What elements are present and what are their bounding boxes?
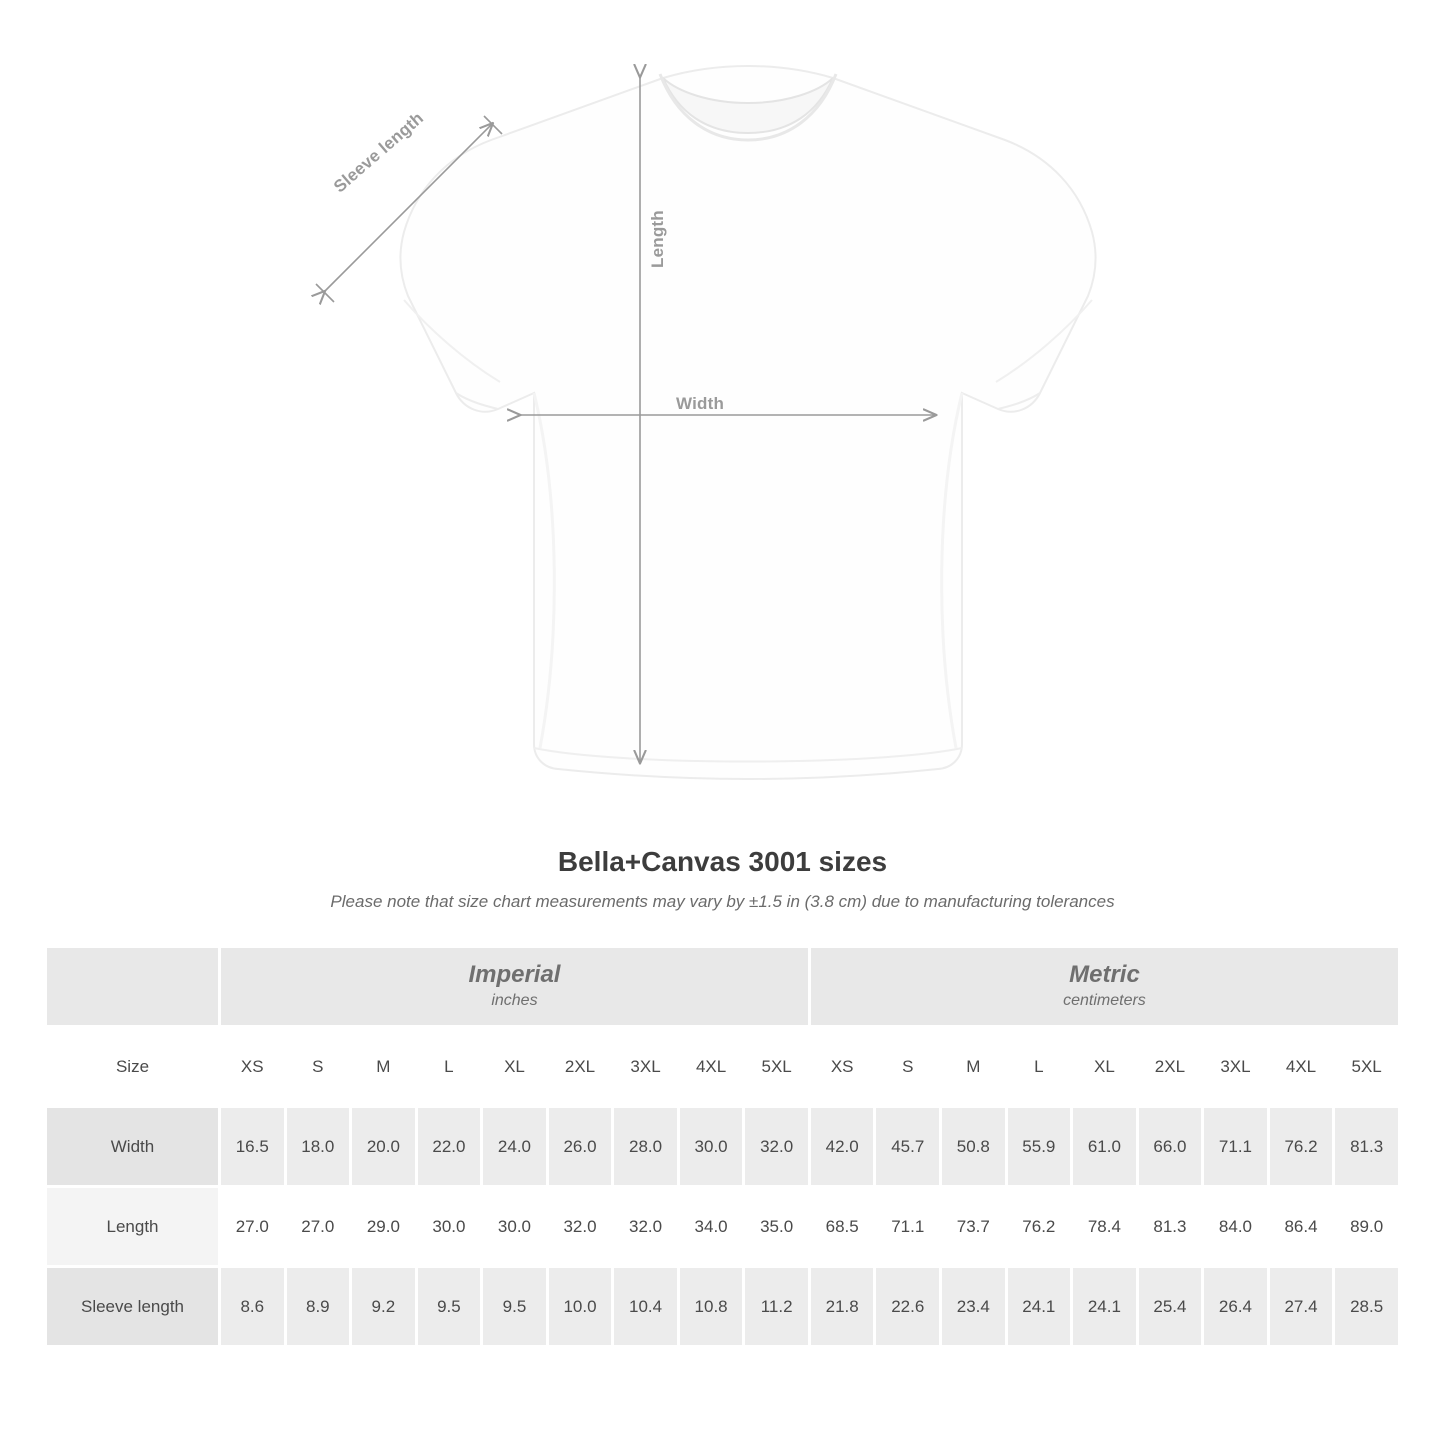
- cell-length-metric-s: 71.1: [875, 1187, 941, 1267]
- tolerance-note: Please note that size chart measurements may vary by ±1.5 in (3.8 cm) due to manufacturing tolerances: [330, 892, 1115, 911]
- cell-sleeve-metric-xl: 24.1: [1072, 1267, 1138, 1347]
- col-header-imperial-xs: XS: [220, 1027, 286, 1107]
- col-header-metric-5xl: 5XL: [1334, 1027, 1400, 1107]
- cell-length-metric-5xl: 89.0: [1334, 1187, 1400, 1267]
- cell-width-metric-xl: 61.0: [1072, 1107, 1138, 1187]
- row-label-sleeve-length: Sleeve length: [46, 1267, 220, 1347]
- unit-header-metric: [809, 947, 1399, 1027]
- col-header-imperial-l: L: [416, 1027, 482, 1107]
- cell-sleeve-imperial-l: 9.5: [416, 1267, 482, 1347]
- cell-sleeve-metric-5xl: 28.5: [1334, 1267, 1400, 1347]
- cell-width-imperial-l: 22.0: [416, 1107, 482, 1187]
- cell-length-imperial-xs: 27.0: [220, 1187, 286, 1267]
- cell-width-imperial-4xl: 30.0: [678, 1107, 744, 1187]
- width-label: Width: [676, 394, 725, 413]
- cell-sleeve-imperial-s: 8.9: [285, 1267, 351, 1347]
- cell-width-metric-xs: 42.0: [809, 1107, 875, 1187]
- table-row: [46, 1267, 1400, 1347]
- metric-sub: centimeters: [1063, 992, 1146, 1010]
- size-header-row: [46, 1027, 1400, 1107]
- cell-width-imperial-xs: 16.5: [220, 1107, 286, 1187]
- cell-length-imperial-3xl: 32.0: [613, 1187, 679, 1267]
- cell-length-imperial-s: 27.0: [285, 1187, 351, 1267]
- col-header-imperial-4xl: 4XL: [678, 1027, 744, 1107]
- col-header-imperial-5xl: 5XL: [744, 1027, 810, 1107]
- sleeve-tick-lower: [316, 284, 334, 302]
- col-header-imperial-m: M: [351, 1027, 417, 1107]
- row-label-length: Length: [46, 1187, 220, 1267]
- cell-sleeve-imperial-xs: 8.6: [220, 1267, 286, 1347]
- cell-sleeve-imperial-m: 9.2: [351, 1267, 417, 1347]
- tshirt-shape: [401, 66, 1096, 779]
- cell-width-imperial-2xl: 26.0: [547, 1107, 613, 1187]
- cell-sleeve-metric-s: 22.6: [875, 1267, 941, 1347]
- cell-length-metric-l: 76.2: [1006, 1187, 1072, 1267]
- cell-width-metric-3xl: 71.1: [1203, 1107, 1269, 1187]
- cell-length-imperial-2xl: 32.0: [547, 1187, 613, 1267]
- length-label: Length: [648, 210, 667, 268]
- cell-width-imperial-5xl: 32.0: [744, 1107, 810, 1187]
- cell-sleeve-metric-2xl: 25.4: [1137, 1267, 1203, 1347]
- cell-length-metric-m: 73.7: [941, 1187, 1007, 1267]
- cell-length-imperial-5xl: 35.0: [744, 1187, 810, 1267]
- cell-width-metric-s: 45.7: [875, 1107, 941, 1187]
- cell-length-metric-4xl: 86.4: [1268, 1187, 1334, 1267]
- col-header-imperial-2xl: 2XL: [547, 1027, 613, 1107]
- cell-width-metric-m: 50.8: [941, 1107, 1007, 1187]
- size-header-label: Size: [46, 1027, 220, 1107]
- metric-name: Metric: [1069, 961, 1140, 989]
- cell-sleeve-metric-4xl: 27.4: [1268, 1267, 1334, 1347]
- cell-width-imperial-3xl: 28.0: [613, 1107, 679, 1187]
- col-header-metric-s: S: [875, 1027, 941, 1107]
- cell-length-metric-2xl: 81.3: [1137, 1187, 1203, 1267]
- cell-length-imperial-xl: 30.0: [482, 1187, 548, 1267]
- table-row: [46, 1187, 1400, 1267]
- cell-sleeve-imperial-3xl: 10.4: [613, 1267, 679, 1347]
- col-header-metric-3xl: 3XL: [1203, 1027, 1269, 1107]
- cell-length-metric-xl: 78.4: [1072, 1187, 1138, 1267]
- cell-width-metric-5xl: 81.3: [1334, 1107, 1400, 1187]
- cell-width-metric-4xl: 76.2: [1268, 1107, 1334, 1187]
- imperial-name: Imperial: [468, 961, 561, 989]
- unit-header-imperial: [220, 947, 810, 1027]
- cell-length-metric-3xl: 84.0: [1203, 1187, 1269, 1267]
- col-header-metric-4xl: 4XL: [1268, 1027, 1334, 1107]
- cell-sleeve-metric-l: 24.1: [1006, 1267, 1072, 1347]
- col-header-metric-xs: XS: [809, 1027, 875, 1107]
- col-header-metric-l: L: [1006, 1027, 1072, 1107]
- cell-length-metric-xs: 68.5: [809, 1187, 875, 1267]
- cell-sleeve-metric-3xl: 26.4: [1203, 1267, 1269, 1347]
- title-block: [0, 846, 1445, 912]
- col-header-metric-m: M: [941, 1027, 1007, 1107]
- cell-sleeve-imperial-xl: 9.5: [482, 1267, 548, 1347]
- col-header-imperial-s: S: [285, 1027, 351, 1107]
- cell-sleeve-metric-m: 23.4: [941, 1267, 1007, 1347]
- sleeve-tick-upper: [484, 116, 502, 134]
- cell-length-imperial-l: 30.0: [416, 1187, 482, 1267]
- cell-width-metric-2xl: 66.0: [1137, 1107, 1203, 1187]
- cell-width-imperial-m: 20.0: [351, 1107, 417, 1187]
- unit-header-spacer: [46, 947, 220, 1027]
- sleeve-length-label: Sleeve length: [330, 108, 428, 197]
- cell-sleeve-metric-xs: 21.8: [809, 1267, 875, 1347]
- size-chart-table: [44, 945, 1401, 1348]
- cell-width-metric-l: 55.9: [1006, 1107, 1072, 1187]
- size-chart-table-wrapper: [44, 945, 1401, 1348]
- unit-header-row: [46, 947, 1400, 1027]
- page-title: Bella+Canvas 3001 sizes: [557, 846, 888, 877]
- imperial-sub: inches: [491, 992, 538, 1010]
- col-header-imperial-3xl: 3XL: [613, 1027, 679, 1107]
- col-header-metric-2xl: 2XL: [1137, 1027, 1203, 1107]
- cell-sleeve-imperial-2xl: 10.0: [547, 1267, 613, 1347]
- cell-sleeve-imperial-4xl: 10.8: [678, 1267, 744, 1347]
- table-row: [46, 1107, 1400, 1187]
- cell-length-imperial-m: 29.0: [351, 1187, 417, 1267]
- cell-sleeve-imperial-5xl: 11.2: [744, 1267, 810, 1347]
- col-header-imperial-xl: XL: [482, 1027, 548, 1107]
- cell-width-imperial-xl: 24.0: [482, 1107, 548, 1187]
- row-label-width: Width: [46, 1107, 220, 1187]
- col-header-metric-xl: XL: [1072, 1027, 1138, 1107]
- cell-length-imperial-4xl: 34.0: [678, 1187, 744, 1267]
- cell-width-imperial-s: 18.0: [285, 1107, 351, 1187]
